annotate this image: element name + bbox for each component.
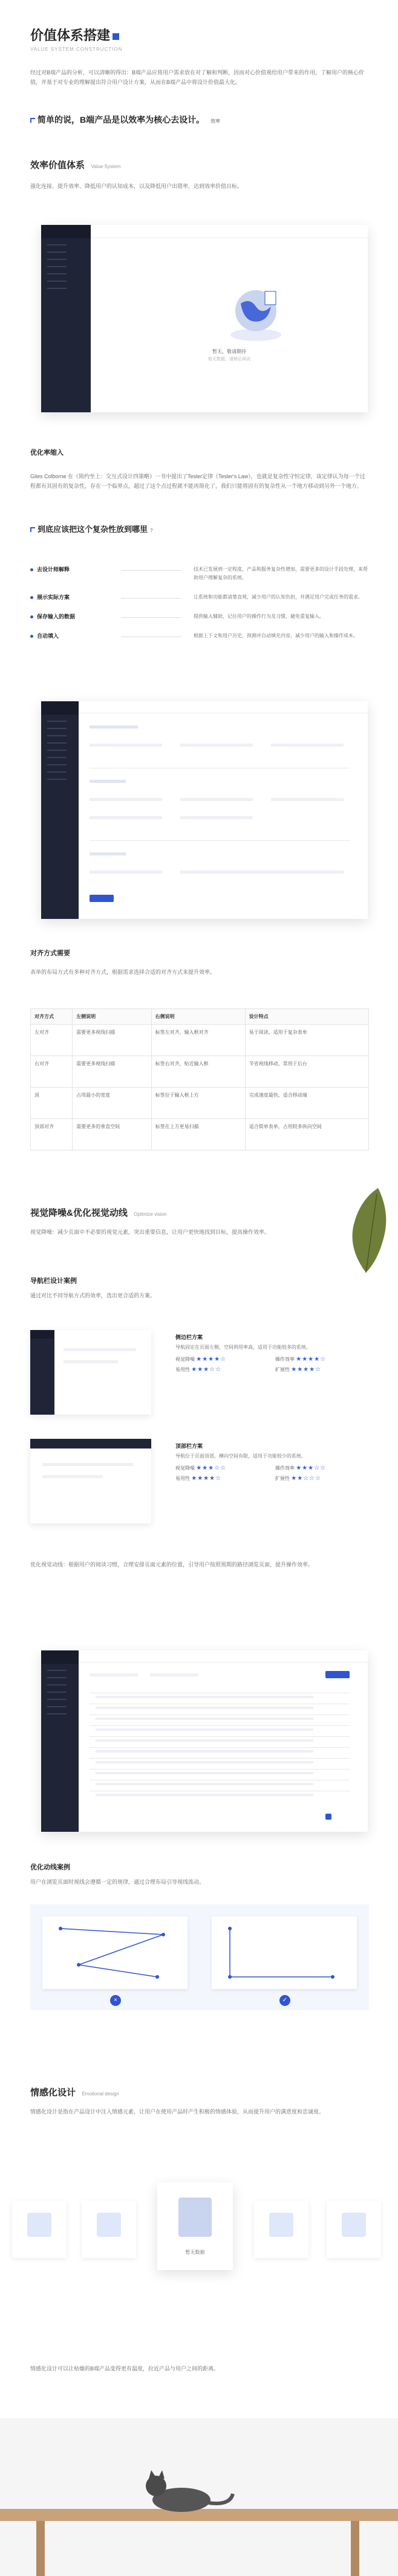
grid-title: 导航栏设计案例: [30, 1277, 77, 1285]
mock-row-bar: [96, 1794, 313, 1796]
table-mockup: [41, 1650, 368, 1832]
mock-row-bar: [96, 1772, 313, 1774]
rating-label: 扩展性: [275, 1476, 290, 1481]
cat-photo-icon: [0, 2418, 398, 2576]
flow-title: 优化动线案例: [30, 1864, 70, 1871]
leaf-decoration-icon: [336, 1182, 396, 1279]
rating-label: 易用性: [175, 1476, 190, 1481]
mock-row-bar: [96, 1750, 313, 1753]
mock-row-bar: [96, 1761, 313, 1763]
pain-item: [30, 593, 369, 602]
pain-item-text: 根据上下文和用户历史，预测并自动填充内容，减少用户的输入和操作成本。: [194, 633, 358, 638]
rating-stars-icon: ★★★★☆: [296, 1356, 327, 1363]
check-circle-icon: ✓: [279, 1995, 290, 2006]
empty-subtitle: 暂无数据，请稍后再试: [208, 357, 250, 362]
mock-row-line: [90, 1758, 350, 1759]
rating-label: 操作效率: [275, 1357, 295, 1362]
mock-row-bar: [96, 1718, 313, 1720]
mock-row-bar: [96, 1739, 313, 1742]
rating-stars-icon: ★★★★☆: [191, 1475, 222, 1482]
section2-desc: Giles Colborne 在《简约至上：交互式设计四策略》一书中提出了Tesler定律（Tesler's Law），也就是复杂性守恒定律，该定律认为每一个过程都有其固有的复杂性，存在一个临界点，超过了这个点过程就不能再简化了，我们只能将固有的复杂性从一个地方移动到另外一个地方。: [30, 473, 365, 489]
rating-stars-icon: ★★★☆☆: [191, 1366, 222, 1373]
scheme-table: [30, 1008, 369, 1150]
mock-sidebar: [41, 225, 91, 412]
scheme-header-cell: 右侧说明: [151, 1009, 245, 1025]
bullet-icon: [30, 615, 33, 618]
mock-sidebar-2: [41, 701, 79, 919]
page-subtitle: VALUE SYSTEM CONSTRUCTION: [30, 47, 123, 52]
efficiency-desc: 强化连接、提升效率、降低用户的认知成本，以及降低用户出错率，达到效率价值目标。: [30, 183, 243, 189]
table-row: [31, 1088, 369, 1119]
flow-desc: 用户在浏览页面时视线会遵循一定的规律，通过合理布局引导视线流动。: [30, 1879, 205, 1885]
table-cell: 易于阅读，适用于复杂表单: [245, 1025, 368, 1056]
rating-stars-icon: ★★★★☆: [291, 1366, 322, 1373]
bullet-icon: [30, 568, 33, 571]
table-cell: 右对齐: [31, 1056, 73, 1088]
table-cell: 完成速度最快，适合移动端: [245, 1088, 368, 1119]
emotion-title: 情感化设计: [30, 2088, 76, 2098]
rating-item: [275, 1475, 375, 1482]
mock-row-line: [90, 1769, 350, 1770]
mock-row-bar: [96, 1707, 313, 1709]
emotion-cards: [12, 2182, 387, 2273]
scheme-title: 对齐方式需要: [30, 950, 70, 957]
emotion-card-4: [327, 2201, 381, 2258]
rating-stars-icon: ★★★☆☆: [296, 1465, 327, 1471]
table-cell: 顶部对齐: [31, 1119, 73, 1150]
quote-row: 简单的说，B端产品是以效率为核心去设计。 效率: [30, 114, 220, 126]
visual-desc2: 优化视觉动线：根据用户的阅读习惯，合理安排页面元素的位置，引导用户按照预期的路径浏览页面，提升操作效率。: [30, 1562, 314, 1568]
rating-item: [175, 1475, 275, 1482]
rating-item: [275, 1356, 375, 1363]
title-marker-icon: [113, 33, 119, 40]
table-cell: 节省视线移动，常用于后台: [245, 1056, 368, 1088]
intro-text: 经过对B端产品的分析，可以清晰的得出：B端产品应将用户需求放在对了解和判断，因而对心价值观给用户带来的作用，了解用户的核心价值，并基于对专业的理解提出符合用户设计方案，从而在B端产品中将设计价值最大化。: [30, 70, 365, 85]
table-cell: 标签左对齐，输入框对齐: [151, 1025, 245, 1056]
mock-row-bar: [96, 1783, 313, 1785]
emotion-card-main: [157, 2182, 233, 2270]
pain-item: [30, 565, 369, 582]
form-mockup: [41, 701, 368, 919]
table-cell: 标签右对齐，贴近输入框: [151, 1056, 245, 1088]
rating-stars-icon: ★★★☆☆: [196, 1465, 227, 1471]
mock-row-line: [90, 1736, 350, 1737]
case-b-title: 顶部栏方案: [175, 1443, 203, 1449]
table-cell: 适合简单表单，占用较多纵向空间: [245, 1119, 368, 1150]
case-a-title: 侧边栏方案: [175, 1334, 203, 1340]
table-cell: 左对齐: [31, 1025, 73, 1056]
pain-item-label: 去设计师解释: [30, 565, 121, 582]
table-row: [31, 1056, 369, 1088]
rating-stars-icon: ★★☆☆☆: [291, 1475, 322, 1482]
rating-item: [275, 1465, 375, 1471]
table-cell: 需要更多视线扫描: [73, 1025, 152, 1056]
mock-row-line: [90, 1725, 350, 1726]
flow-panel: [30, 1904, 369, 2010]
section-efficiency-title: 效率价值体系: [30, 160, 85, 170]
table-cell: 占用最小的宽度: [73, 1088, 152, 1119]
emotion-card-label: 暂无数据: [185, 2250, 205, 2255]
grid-desc: 通过对比不同导航方式的效率，选出更合适的方案。: [30, 1293, 156, 1299]
case-b-mockup: [30, 1439, 151, 1523]
emotion-desc2: 情感化设计可以让枯燥的B端产品变得更有温度，拉近产品与用户之间的距离。: [30, 2366, 220, 2372]
table-cell: 需要更多的垂直空间: [73, 1119, 152, 1150]
table-row: [31, 1025, 369, 1056]
rating-item: [175, 1465, 275, 1471]
empty-state-mockup: [41, 225, 368, 412]
visual-title: 视觉降噪&优化视觉动线: [30, 1208, 128, 1218]
pain-item-label: 展示实际方案: [30, 593, 121, 602]
emotion-card-1: [12, 2201, 67, 2258]
pain-item: [30, 632, 369, 640]
empty-title: 暂无，敬请期待: [212, 349, 246, 354]
scheme-header-cell: 对齐方式: [31, 1009, 73, 1025]
bullet-icon: [30, 635, 33, 638]
bullet-icon: [30, 596, 33, 599]
pain-item-label: 保存输入的数据: [30, 612, 121, 621]
emotion-card-3: [254, 2201, 308, 2258]
visual-desc: 视觉降噪：减少页面中不必要的视觉元素，突出重要信息，让用户更快地找到目标，提高操作效率。: [30, 1229, 270, 1235]
pain-bracket-icon: [30, 527, 35, 532]
emotion-desc: 情感化设计是指在产品设计中注入情感元素，让用户在使用产品时产生积极的情感体验，从而提升用户的满意度和忠诚度。: [30, 2109, 325, 2115]
rating-item: [175, 1366, 275, 1373]
rating-label: 视觉降噪: [175, 1357, 195, 1362]
mock-row-bar: [96, 1696, 313, 1698]
mock-row-bar: [96, 1728, 313, 1731]
flow-before: [42, 1916, 188, 1989]
pain-item-text: 提供输入辅助，记住用户的操作行为及习惯，避免重复输入。: [194, 614, 324, 619]
emotion-title-en: Emotional design: [82, 2091, 119, 2097]
globe-illustration-icon: [223, 279, 289, 346]
pain-title-row: 到底应该把这个复杂性放到哪里 ?: [30, 523, 153, 534]
rating-item: [275, 1366, 375, 1373]
case-b-text: 导航位于页面顶部，横向空间有限，适用于功能较少的系统。: [175, 1453, 306, 1459]
section2-title: 优化率缩入: [30, 449, 64, 456]
table-cell: 标签在上方更易扫描: [151, 1119, 245, 1150]
pain-item-text: 让系统和功能都清楚直观，减少用户的认知负担，并满足用户完成任务的需求。: [194, 594, 363, 600]
emotion-card-2: [82, 2201, 136, 2258]
visual-title-en: Optimize vision: [134, 1212, 167, 1217]
rating-stars-icon: ★★★★☆: [196, 1356, 227, 1363]
pain-item-text: 技术已发展到一定程度，产品和服务复杂性增加，需要更多的设计手段处理，来帮助用户理解复杂的系统。: [194, 566, 368, 580]
page-title: 价值体系搭建: [30, 25, 122, 44]
pain-item: [30, 612, 369, 621]
scheme-desc: 表单的布局方式有多种对齐方式，根据需求选择合适的对齐方式来提升效率。: [30, 969, 216, 975]
table-cell: 标签位于输入框上方: [151, 1088, 245, 1119]
scheme-header-cell: 左侧说明: [73, 1009, 152, 1025]
quote-bracket-icon: [30, 118, 35, 123]
case-b-ratings: [175, 1465, 375, 1485]
rating-label: 扩展性: [275, 1367, 290, 1372]
section-efficiency-title-en: Value System: [91, 164, 121, 169]
pain-list: [30, 565, 369, 651]
mock-row-line: [90, 1747, 350, 1748]
scheme-header-cell: 设计特点: [245, 1009, 368, 1025]
case-a-text: 导航固定在页面左侧，空间利用率高，适用于功能较多的系统。: [175, 1345, 311, 1350]
flow-after: [212, 1916, 357, 1989]
pain-item-label: 自动填入: [30, 632, 121, 640]
rating-label: 操作效率: [275, 1465, 295, 1471]
rating-label: 视觉降噪: [175, 1465, 195, 1471]
rating-label: 易用性: [175, 1367, 190, 1372]
rating-item: [175, 1356, 275, 1363]
table-cell: 顶: [31, 1088, 73, 1119]
close-circle-icon: ×: [110, 1995, 121, 2006]
case-a-mockup: [30, 1330, 151, 1415]
case-a-ratings: [175, 1356, 375, 1377]
table-cell: 需要更多视线扫描: [73, 1056, 152, 1088]
table-row: [31, 1119, 369, 1150]
